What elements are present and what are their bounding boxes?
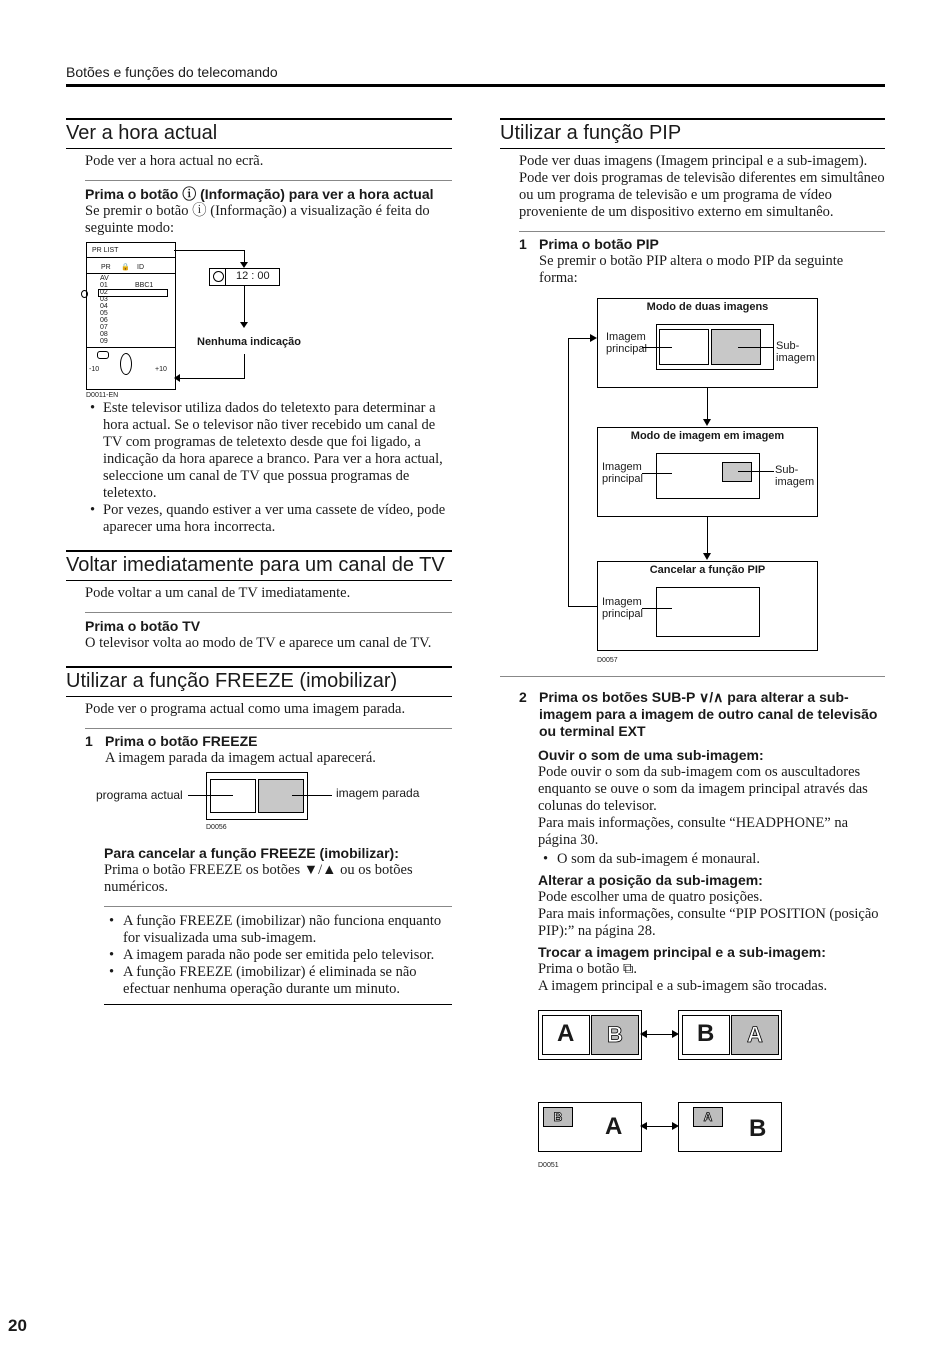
arrow-down-icon: [240, 322, 248, 328]
step-title: Prima os botões SUB-P ∨/∧ para alterar a sub-imagem para a imagem de outro canal de televisão ou terminal EXT: [539, 689, 878, 739]
pr-list-screen: [86, 242, 176, 390]
time-display: [209, 268, 280, 286]
clock-notes: [85, 400, 452, 536]
arrow-down-icon: [703, 553, 711, 560]
freeze-diagram: [66, 772, 452, 838]
swap-screen: [538, 1102, 642, 1152]
channel-item: 07: [100, 324, 108, 331]
swap-body: Prima o botão ⧉.: [538, 961, 637, 977]
swap-diagram: [500, 1010, 885, 1182]
pr-col-label: PR: [101, 264, 111, 271]
channel-item: 01: [100, 282, 108, 289]
arrow-left-icon: [640, 1030, 647, 1038]
pointer-line: [188, 795, 233, 796]
pip-intro: Pode ver duas imagens (Imagem principal e a sub-imagem). Pode ver dois programas de televisão diferentes em simultâneo ou um programa de televisão e um programa de vídeo proveniente de um dispositivo externo em simultanêo.: [519, 153, 885, 232]
tv-sub: [85, 617, 452, 652]
connector-line: [174, 250, 245, 251]
sound-subhead: Ouvir o som de uma sub-imagem:: [538, 747, 764, 763]
two-picture-mode-box: [597, 298, 818, 388]
main-label-line: Imagem: [602, 596, 642, 608]
cancel-pip-box: [597, 561, 818, 651]
pr-list-divider-2: [87, 273, 175, 274]
main-label-line: principal: [606, 343, 647, 355]
step-title: Prima o botão PIP: [539, 236, 659, 252]
sound-note: • O som da sub-imagem é monaural.: [538, 851, 885, 868]
channel-highlight: [98, 289, 168, 297]
clock-diagram: [66, 242, 452, 414]
main-label-line: Imagem: [602, 461, 642, 473]
connector-line: [568, 338, 569, 607]
connector-line: [568, 606, 598, 607]
freeze-note: • A função FREEZE (imobilizar) não funciona enquanto for visualizada uma sub-imagem.: [104, 913, 452, 947]
running-header: Botões e funções do telecomando: [66, 64, 278, 80]
main-label-line: principal: [602, 608, 643, 620]
pip-step-1-body: Se premir o botão PIP altera o modo PIP da seguinte forma:: [539, 253, 844, 286]
channel-item: 08: [100, 331, 108, 338]
arrow-down-icon: [703, 419, 711, 426]
frozen-image-label: imagem parada: [336, 786, 420, 800]
pr-list-divider: [87, 257, 175, 258]
connector-line: [707, 388, 708, 421]
lock-icon: 🔒: [121, 264, 130, 271]
section-title-pip: Utilizar a função PIP: [500, 118, 885, 149]
channel-item: 02: [100, 289, 108, 296]
pointer-line: [738, 347, 774, 348]
tv-body: O televisor volta ao modo de TV e aparece um canal de TV.: [85, 635, 432, 651]
connector-line: [244, 286, 245, 324]
clock-subhead: Prima o botão ⓘ (Informação) para ver a hora actual: [85, 186, 434, 202]
channel-item: 05: [100, 310, 108, 317]
arrow-left-icon: [640, 1122, 647, 1130]
cursor-icon: [81, 290, 88, 298]
position-subhead: Alterar a posição da sub-imagem:: [538, 872, 763, 888]
connector-line: [568, 338, 592, 339]
pip-step-2: [519, 689, 885, 740]
sub-picture-b: B: [543, 1107, 573, 1127]
swap-body: A imagem principal e a sub-imagem são trocadas.: [538, 978, 828, 994]
sub-picture-a: A: [693, 1107, 723, 1127]
section-title-tv: Voltar imediatamente para um canal de TV: [66, 550, 452, 581]
section-title-freeze: Utilizar a função FREEZE (imobilizar): [66, 666, 452, 697]
id-col-label: ID: [137, 264, 144, 271]
pointer-line: [642, 347, 672, 348]
frozen-picture: [258, 779, 304, 813]
cancel-subhead: Para cancelar a função FREEZE (imobilizar):: [104, 845, 399, 861]
dpad-icon: [117, 351, 133, 375]
pointer-line: [642, 608, 672, 609]
sound-body: Pode ouvir o som da sub-imagem com os auscultadores enquanto se ouve o som da imagem principal através das colunas do televisor.: [538, 764, 868, 814]
sound-more: Para mais informações, consulte “HEADPHONE” na página 30.: [538, 815, 849, 848]
sub-picture: [722, 462, 752, 482]
clock-sub: [85, 185, 452, 237]
main-label-line: principal: [602, 473, 643, 485]
letter-b: B: [749, 1115, 767, 1142]
pip-step-1: [519, 236, 885, 253]
arrow-left-icon: [174, 374, 180, 382]
channel-name: BBC1: [135, 282, 154, 289]
channel-item: 03: [100, 296, 108, 303]
page-number: 20: [8, 1316, 27, 1335]
swap-screen: [538, 1010, 642, 1060]
freeze-note: • A função FREEZE (imobilizar) é eliminada se não efectuar nenhuma operação durante um minuto.: [104, 964, 452, 998]
nav-plus: +10: [155, 366, 167, 373]
sub-label: Sub-imagem: [776, 340, 816, 364]
current-program-label: programa actual: [96, 788, 183, 802]
mode-title: Modo de duas imagens: [646, 301, 769, 313]
live-picture: [210, 779, 256, 813]
letter-b: B: [697, 1020, 715, 1047]
swap-diagram-code: D0051: [538, 1162, 559, 1169]
channel-item: 09: [100, 338, 108, 345]
divider: [500, 676, 885, 677]
connector-line: [176, 378, 245, 379]
connector-line: [244, 354, 245, 379]
clock-note: • Por vezes, quando estiver a ver uma cassete de vídeo, pode aparecer uma hora incorrecta.: [85, 502, 452, 536]
freeze-notes: [104, 906, 452, 1005]
letter-a: A: [557, 1020, 575, 1047]
tv-intro: Pode voltar a um canal de TV imediatamente.: [85, 585, 452, 613]
pointer-line: [642, 473, 672, 474]
channel-item: 06: [100, 317, 108, 324]
tv-subhead: Prima o botão TV: [85, 618, 201, 634]
screen: [656, 453, 760, 499]
freeze-step-body: A imagem parada da imagem actual aparecerá.: [105, 750, 376, 766]
clock-intro: Pode ver a hora actual no ecrã.: [85, 153, 452, 181]
pr-list-divider-3: [87, 347, 175, 348]
swap-arrow-line: [644, 1126, 674, 1127]
time-value: 12 : 00: [236, 270, 270, 282]
sub-label: Sub-imagem: [775, 464, 815, 488]
main-label-line: Imagem: [606, 331, 646, 343]
channel-item: 04: [100, 303, 108, 310]
sub-picture-b: B: [591, 1015, 639, 1055]
step-title: Prima o botão FREEZE: [105, 733, 258, 749]
swap-screen: [678, 1010, 782, 1060]
step-number: 1: [85, 733, 93, 749]
left-column: [66, 118, 452, 1005]
pip-mode-box: [597, 427, 818, 517]
connector-line: [707, 517, 708, 555]
main-label: [606, 331, 647, 355]
step-number: 1: [519, 236, 527, 252]
main-label: [602, 461, 643, 485]
header-rule: [66, 84, 885, 87]
pr-list-title: PR LIST: [92, 247, 119, 254]
position-more: Para mais informações, consulte “PIP POSITION (posição PIP):” na página 28.: [538, 906, 879, 939]
freeze-step: [85, 733, 452, 750]
step-number: 2: [519, 689, 527, 705]
channel-list: [100, 275, 109, 345]
cancel-body: Prima o botão FREEZE os botões ▼/▲ ou os botões numéricos.: [104, 862, 413, 895]
swap-arrow-line: [644, 1034, 674, 1035]
nav-minus: -10: [89, 366, 100, 373]
freeze-cancel: [104, 844, 452, 896]
swap-screen: [678, 1102, 782, 1152]
freeze-intro: Pode ver o programa actual como uma imagem parada.: [85, 701, 452, 729]
swap-subhead: Trocar a imagem principal e a sub-imagem:: [538, 944, 826, 960]
mode-title: Modo de imagem em imagem: [630, 430, 785, 442]
clock-diagram-code: D0011-EN: [86, 392, 119, 399]
freeze-screen: [206, 772, 308, 820]
sound-notes: [538, 851, 885, 868]
letter-a: A: [605, 1113, 623, 1140]
pointer-line: [738, 471, 774, 472]
section-title-clock: Ver a hora actual: [66, 118, 452, 149]
freeze-note: • A imagem parada não pode ser emitida pelo televisor.: [104, 947, 452, 964]
clock-note: • Este televisor utiliza dados do teletexto para determinar a hora actual. Se o televisor não tiver recebido um canal de TV com programas de teletexto desde que foi ligado, a indicação da hora aparece a branco. Para ver a hora actual, seleccione um canal de TV que possua programas de teletexto.: [85, 400, 452, 502]
pip-details: [538, 746, 885, 995]
mode-title: Cancelar a função PIP: [649, 564, 766, 576]
arrow-right-icon: [590, 334, 597, 342]
clock-icon: [213, 271, 224, 282]
channel-item: AV: [100, 275, 109, 282]
right-column: [500, 118, 885, 1182]
freeze-diagram-code: D0056: [206, 824, 227, 831]
position-body: Pode escolher uma de quatro posições.: [538, 889, 763, 905]
main-picture: [656, 587, 760, 637]
pip-diagram-code: D0057: [597, 657, 618, 664]
pointer-line: [292, 795, 332, 796]
main-label: [602, 596, 643, 620]
no-indication-label: Nenhuma indicação: [197, 336, 301, 348]
clock-body: Se premir o botão ⓘ (Informação) a visualização é feita do seguinte modo:: [85, 203, 430, 236]
pip-diagram: [500, 298, 885, 686]
sub-picture-a: A: [731, 1015, 779, 1055]
ok-icon: [97, 351, 109, 359]
